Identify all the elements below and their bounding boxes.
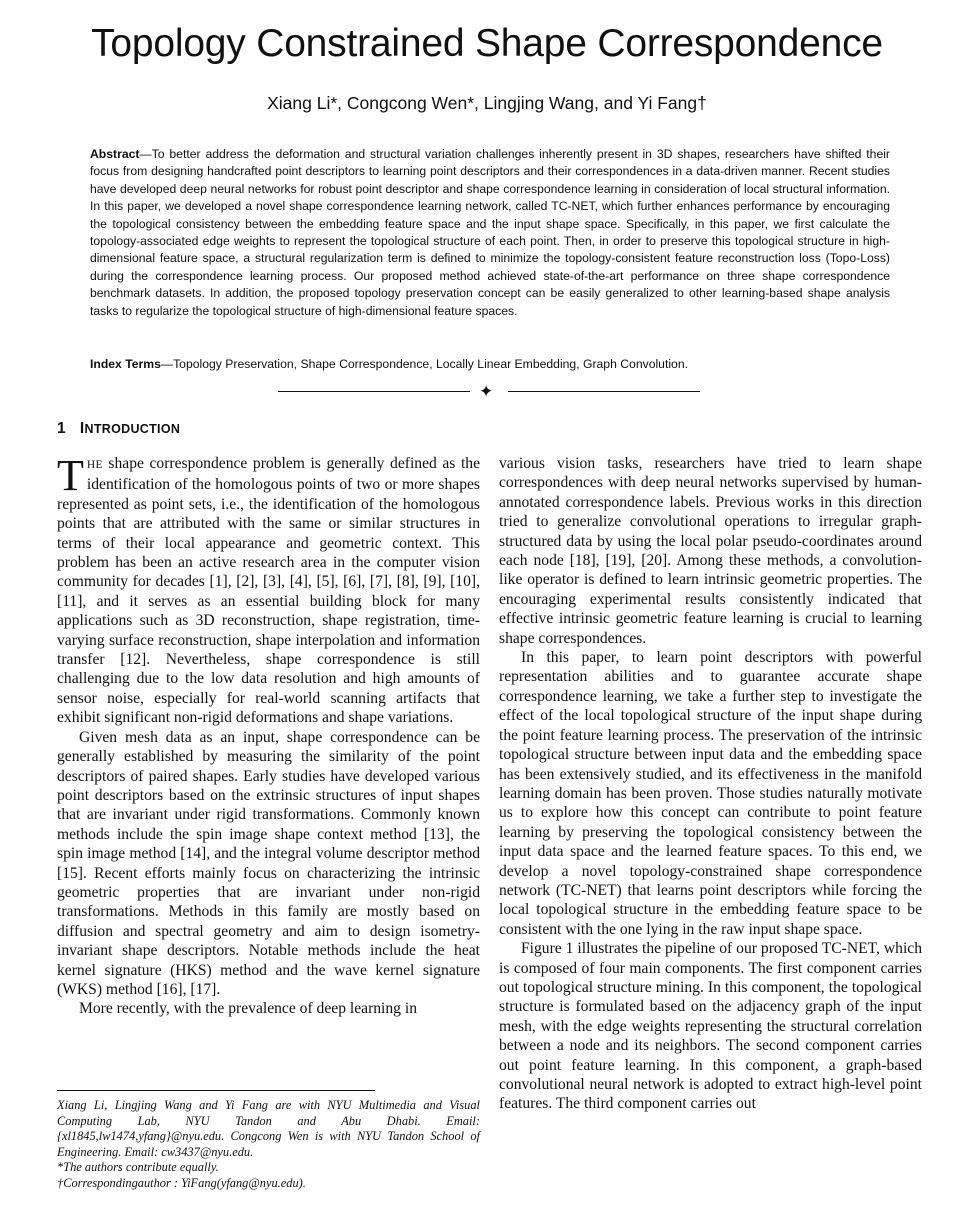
abstract: [90, 146, 890, 320]
footnote-corresponding-text: †Correspondingauthor : YiFang(yfang@nyu.edu).: [57, 1175, 306, 1190]
footnote-affiliation: [57, 1098, 480, 1160]
left-column: [57, 451, 480, 1019]
index-terms-text: —Topology Preservation, Shape Correspondence, Locally Linear Embedding, Graph Convolution.: [160, 357, 688, 371]
footnote-equal-contribution: [57, 1160, 480, 1176]
divider-line-left: [278, 391, 470, 392]
index-terms-label: Index Terms: [90, 357, 161, 371]
footnote-corresponding-author: [57, 1176, 480, 1192]
author-list: Xiang Li*, Congcong Wen*, Lingjing Wang, and Yi Fang†: [267, 93, 707, 113]
section-title-initial: I: [79, 420, 85, 437]
intro-paragraph-2: Given mesh data as an input, shape correspondence can be generally established by measuring the similarity of the point descriptors of paired shapes. Early studies have developed various point descriptors based on the extrinsic structures of input shapes that are invariant under rigid transformations. Commonly known methods include the spin image shape context method [13], the spin image method [14], and the integral volume descriptor method [15]. Recent efforts mainly focus on characterizing the intrinsic geometric properties that are invariant under non-rigid transformations. Methods in this family are mostly based on diffusion and spectral geometry and aim to design isometry-invariant shape descriptors. Notable methods include the heat kernel signature (HKS) method and the wave kernel signature (WKS) method [16], [17].: [57, 728, 480, 998]
drop-cap-smallcaps: HE: [86, 459, 103, 471]
intro-paragraph-3: More recently, with the prevalence of deep learning in: [79, 1000, 418, 1018]
section-number: 1: [57, 420, 66, 437]
abstract-label: Abstract: [90, 147, 140, 161]
footnote-affiliation-text: Xiang Li, Lingjing Wang and Yi Fang are with NYU Multimedia and Visual Computing Lab, NYU Tandon and Abu Dhabi. Email:{xl1845,lw1474,yfang}@nyu.edu. Congcong Wen is with NYU Tandon School of Engineering. Email: cw3437@nyu.edu.: [57, 1098, 480, 1159]
index-terms: [90, 356, 890, 373]
intro-paragraph-4: various vision tasks, researchers have tried to learn shape correspondences with deep neural networks supervised by human-annotated correspondence labels. Previous works in this direction tried to generalize convolutional operations to irregular graph-structured data by using the local polar pseudo-coordinates around each node [18], [19], [20]. Among these methods, a convolution-like operator is defined to learn intrinsic geometric properties. The encouraging experimental results consistently indicated that effective intrinsic geometric feature learning is crucial to learning shape correspondences.: [499, 455, 922, 647]
divider-star-icon: ✦: [479, 382, 494, 402]
footnote: [57, 1098, 480, 1192]
divider-line-right: [508, 391, 700, 392]
section-heading-introduction: [57, 420, 180, 438]
intro-paragraph-6: Figure 1 illustrates the pipeline of our proposed TC-NET, which is composed of four main components. The first component carries out topological structure mining. In this component, the topological structure is formulated based on the adjacency graph of the input mesh, with the edge weights representing the structural correlation between a node and its neighbors. The second component carries out point feature learning. In this component, a graph-based convolutional neural network is adopted to extract high-level point features. The third component carries out: [499, 940, 922, 1113]
intro-paragraph-1: [57, 451, 480, 728]
intro-paragraph-1-text: shape correspondence problem is generally defined as the identification of the homologous points of two or more shapes represented as point sets, i.e., the identification of the homologous points that are attributed with the same or similar structures in terms of their local appearance and geometric context. This problem has been an active research area in the computer vision community for decades [1], [2], [3], [4], [5], [6], [7], [8], [9], [10], [11], and it serves as an essential building block for many applications such as 3D reconstruction, shape registration, time-varying surface reconstruction, shape interpolation and information transfer [12]. Nevertheless, shape correspondence is still challenging due to the low data resolution and high amounts of sensor noise, especially for real-world scanning artifacts that exhibit significant non-rigid deformations and shape variations.: [57, 455, 480, 727]
abstract-text: —To better address the deformation and structural variation challenges inherently present in 3D shapes, researchers have shifted their focus from designing handcrafted point descriptors to learning point descriptors and their correspondences in a data-driven manner. Recent studies have developed deep neural networks for robust point descriptor and shape correspondence learning in consideration of local structural information. In this paper, we developed a novel shape correspondence learning network, called TC-NET, which further enhances performance by encouraging the topological consistency between the embedding feature space and the input shape space. Specifically, in this paper, we first calculate the topology-associated edge weights to represent the topological structure of each point. Then, in order to preserve this topological structure in high-dimensional feature space, a structural regularization term is defined to minimize the topology-consistent feature reconstruction loss (Topo-Loss) during the correspondence learning process. Our proposed method achieved state-of-the-art performance on three shape correspondence benchmark datasets. In addition, the proposed topology preservation concept can be easily generalized to other learning-based shape analysis tasks to regularize the topological structure of high-dimensional feature spaces.: [90, 147, 890, 318]
section-divider: [278, 382, 700, 402]
paper-title: Topology Constrained Shape Correspondence: [91, 22, 883, 65]
right-column: [499, 454, 922, 1114]
intro-paragraph-5: In this paper, to learn point descriptors with powerful representation abilities and to guarantee accurate shape correspondence learning, we take a further step to investigate the effect of the local topological structure of the input shape during the point feature learning process. The preservation of the intrinsic topological structure between input data and the embedding space has been extensively studied, and its effectiveness in the manifold learning domain has been proven. Those studies naturally motivate us to explore how this concept can contribute to point feature learning by preserving the topological consistency between the input data space and the learned feature spaces. To this end, we develop a novel topology-constrained shape correspondence network (TC-NET) that learns point descriptors while forcing the local topological structure in the embedding feature space to be consistent with the one lying in the raw input shape space.: [499, 649, 922, 938]
drop-cap: T: [57, 451, 84, 500]
footnote-rule: [57, 1090, 375, 1091]
section-title-rest: NTRODUCTION: [84, 422, 181, 436]
footnote-equal-text: *The authors contribute equally.: [57, 1160, 219, 1175]
